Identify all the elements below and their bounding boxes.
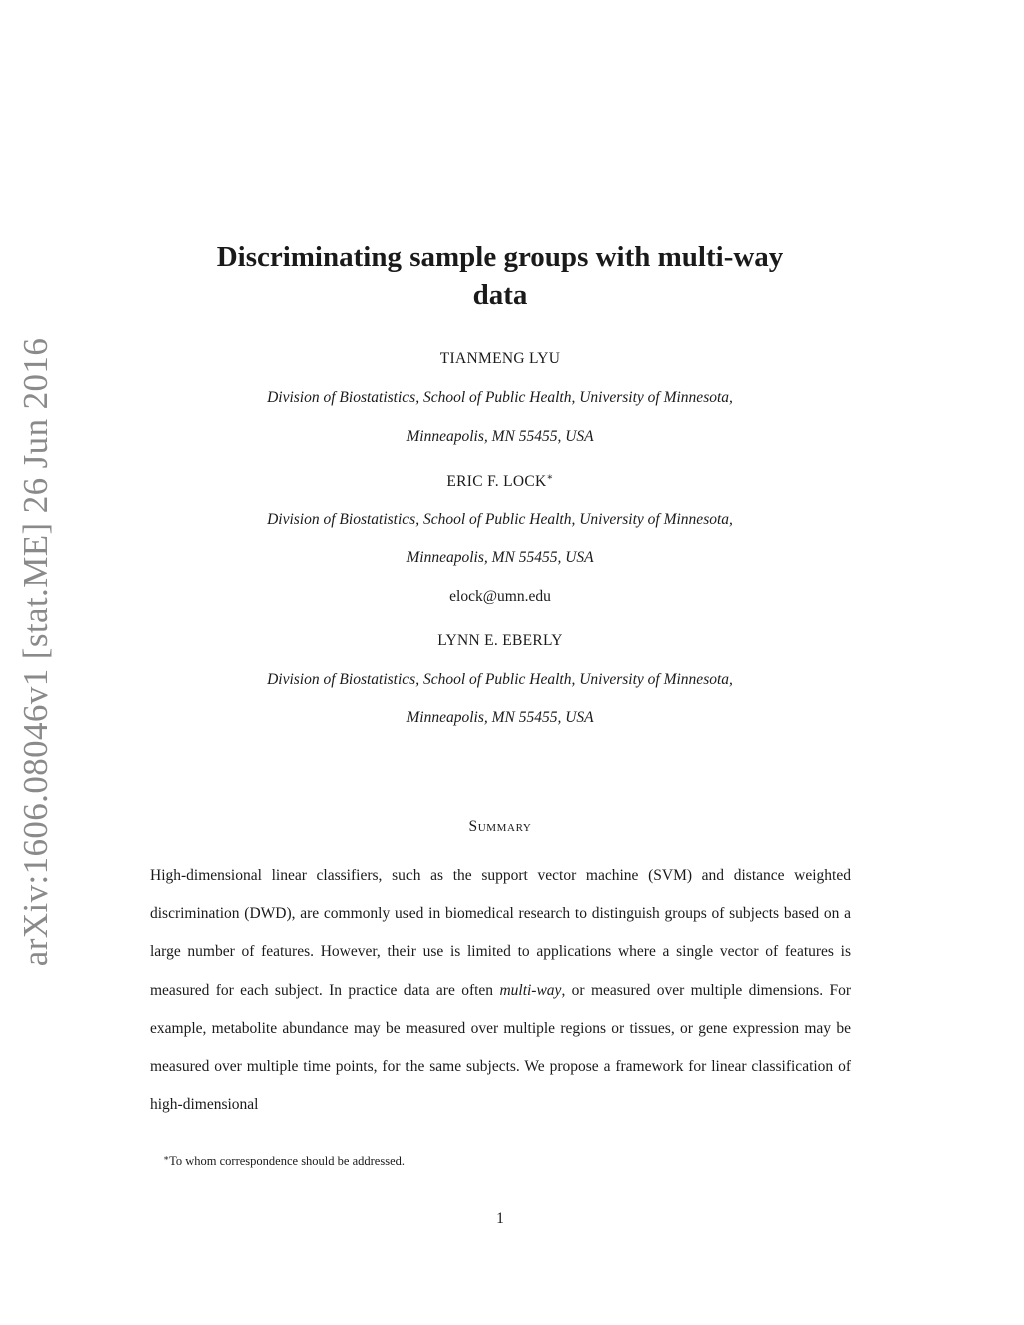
author-name-2-block xyxy=(150,472,850,491)
author-affiliation-3-line-2: Minneapolis, MN 55455, USA xyxy=(406,709,594,726)
footnote xyxy=(163,1153,405,1169)
author-affiliation-1-line-2: Minneapolis, MN 55455, USA xyxy=(406,428,594,445)
author-name-3: LYNN E. EBERLY xyxy=(437,632,563,649)
abstract-part-2: , or measured over multiple dimensions. For example, metabolite abundance may be measured over multiple regions or tissues, or gene expression may be measured over multiple time points, for the same subjects. We propose a framework for linear classification of high-dimensional xyxy=(150,981,852,1114)
arxiv-identifier-stamp: arXiv:1606.08046v1 [stat.ME] 26 Jun 2016 xyxy=(16,337,55,967)
title-line-2: data xyxy=(472,279,528,311)
footnote-marker: ∗ xyxy=(163,1153,170,1163)
footnote-text: To whom correspondence should be addressed. xyxy=(169,1154,405,1168)
summary-heading: Summary xyxy=(468,818,532,835)
author-affiliation-2-line-2: Minneapolis, MN 55455, USA xyxy=(406,549,594,566)
author-email-2[interactable]: elock@umn.edu xyxy=(449,588,551,605)
title-line-1: Discriminating sample groups with multi-way xyxy=(216,241,784,273)
page-number: 1 xyxy=(496,1210,504,1227)
author-affiliation-1-line-1: Division of Biostatistics, School of Public Health, University of Minnesota, xyxy=(267,389,733,406)
author-name-2: ERIC F. LOCK xyxy=(446,473,547,491)
correspondence-marker: ∗ xyxy=(546,472,554,483)
author-affiliation-3-line-1: Division of Biostatistics, School of Public Health, University of Minnesota, xyxy=(267,671,733,688)
abstract-text xyxy=(150,857,851,1124)
author-affiliation-2-line-1: Division of Biostatistics, School of Public Health, University of Minnesota, xyxy=(267,511,733,528)
author-name-1: TIANMENG LYU xyxy=(439,350,561,367)
paper-title xyxy=(150,238,850,314)
abstract-paragraph xyxy=(150,857,851,1124)
abstract-emphasis: multi-way xyxy=(499,981,562,999)
abstract-part-1: High-dimensional linear classifiers, such as the support vector machine (SVM) and distance weighted discrimination (DWD), are commonly used in biomedical research to distinguish groups of subjects based on a large number of features. However, their use is limited to applications where a single vector of features is measured for each subject. In practice data are often xyxy=(150,867,851,999)
